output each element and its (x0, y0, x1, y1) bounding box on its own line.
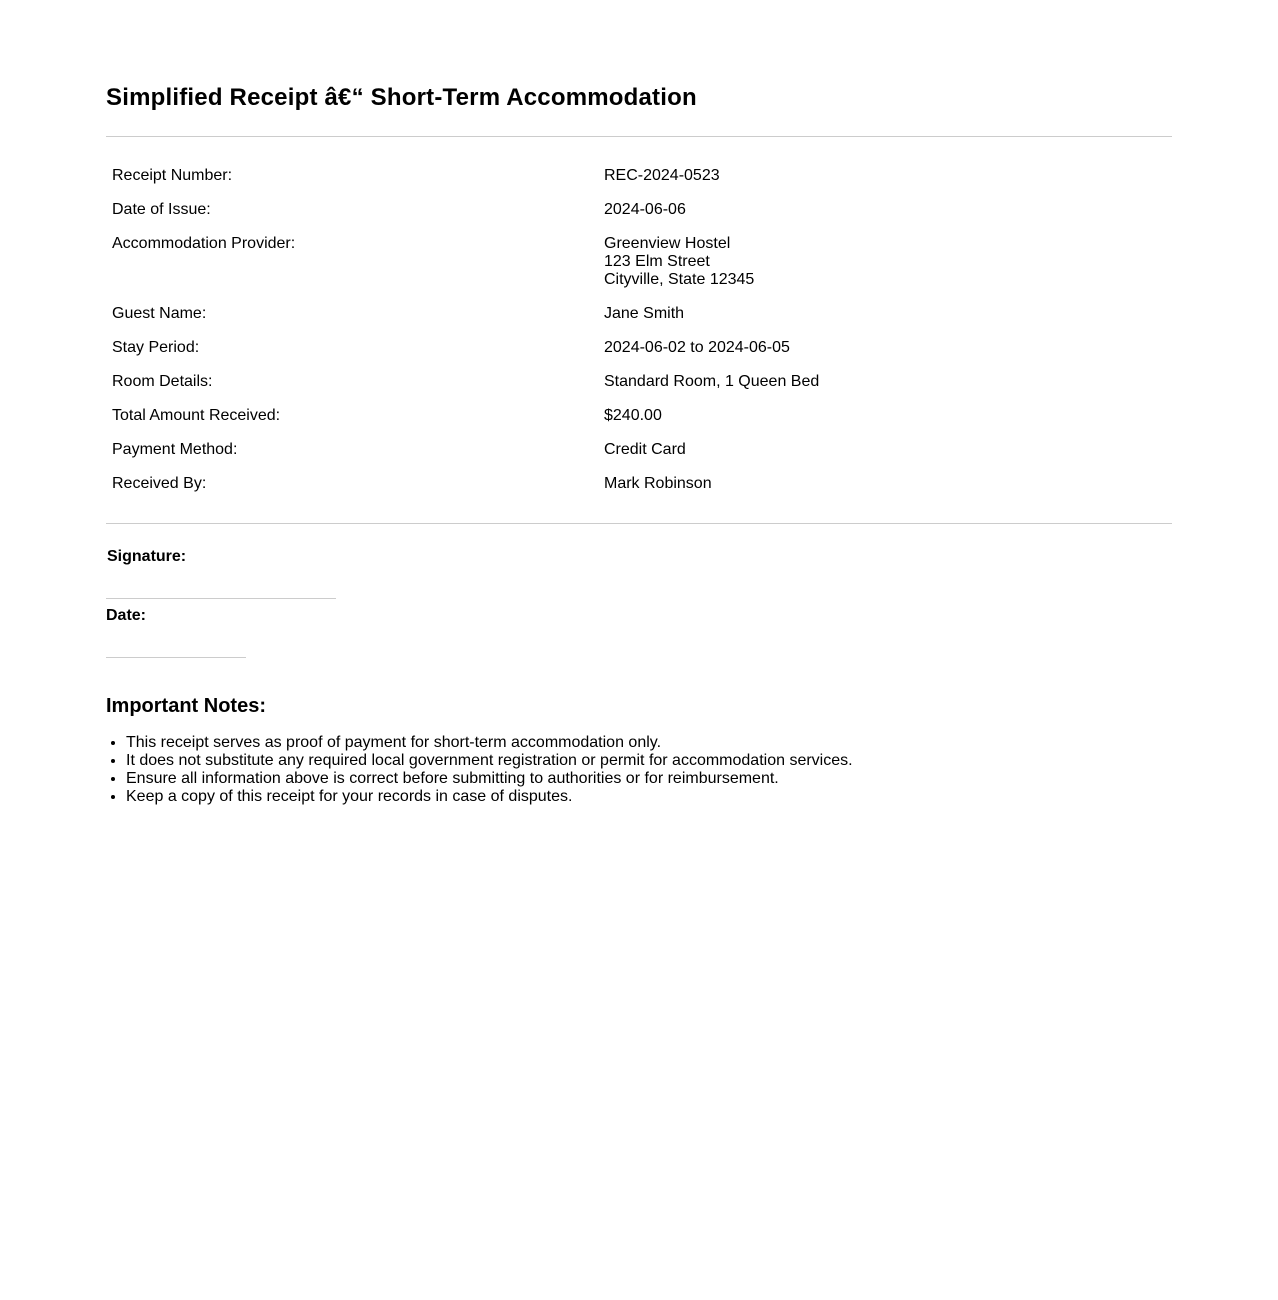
table-row (106, 441, 1172, 475)
room-details-label: Room Details: (112, 373, 213, 390)
provider-value (598, 235, 1172, 305)
provider-city: Cityville, State 12345 (604, 271, 755, 288)
stay-period-value: 2024-06-02 to 2024-06-05 (604, 339, 790, 356)
receipt-number-value: REC-2024-0523 (604, 167, 720, 184)
list-item: • Keep a copy of this receipt for your records in case of disputes. (126, 788, 1172, 806)
received-by-value: Mark Robinson (604, 475, 712, 492)
provider-label: Accommodation Provider: (112, 235, 296, 252)
signature-section (106, 548, 1172, 658)
provider-name: Greenview Hostel (604, 235, 731, 252)
table-row (106, 339, 1172, 373)
table-row (106, 167, 1172, 201)
total-amount-value: $240.00 (604, 407, 662, 424)
signature-label: Signature: (107, 548, 187, 565)
guest-name-label: Guest Name: (112, 305, 207, 322)
provider-street: 123 Elm Street (604, 253, 710, 270)
date-line (106, 657, 246, 658)
received-by-label: Received By: (112, 475, 207, 492)
list-item: • This receipt serves as proof of payment for short-term accommodation only. (126, 734, 1172, 752)
list-item: • Ensure all information above is correct before submitting to authorities or for reimbursement. (126, 770, 1172, 788)
stay-period-label: Stay Period: (112, 339, 200, 356)
payment-method-label: Payment Method: (112, 441, 238, 458)
guest-name-value: Jane Smith (604, 305, 685, 322)
notes-title: Important Notes: (106, 695, 266, 717)
table-row (106, 407, 1172, 441)
receipt-number-label: Receipt Number: (112, 167, 233, 184)
date-of-issue-value: 2024-06-06 (604, 201, 686, 218)
details-divider (106, 523, 1172, 524)
table-row (106, 475, 1172, 509)
room-details-value: Standard Room, 1 Queen Bed (604, 373, 820, 390)
payment-method-value: Credit Card (604, 441, 686, 458)
receipt-details-table (106, 167, 1172, 509)
receipt-page (106, 0, 1172, 806)
signature-line (106, 598, 336, 599)
total-amount-label: Total Amount Received: (112, 407, 281, 424)
table-row (106, 201, 1172, 235)
page-title: Simplified Receipt â€“ Short-Term Accommodation (106, 84, 697, 111)
title-divider (106, 136, 1172, 137)
table-row (106, 235, 1172, 305)
date-of-issue-label: Date of Issue: (112, 201, 211, 218)
signature-date-label: Date: (106, 607, 147, 624)
table-row (106, 373, 1172, 407)
notes-list (106, 734, 1172, 806)
list-item: • It does not substitute any required local government registration or permit for accommodation services. (126, 752, 1172, 770)
table-row (106, 305, 1172, 339)
